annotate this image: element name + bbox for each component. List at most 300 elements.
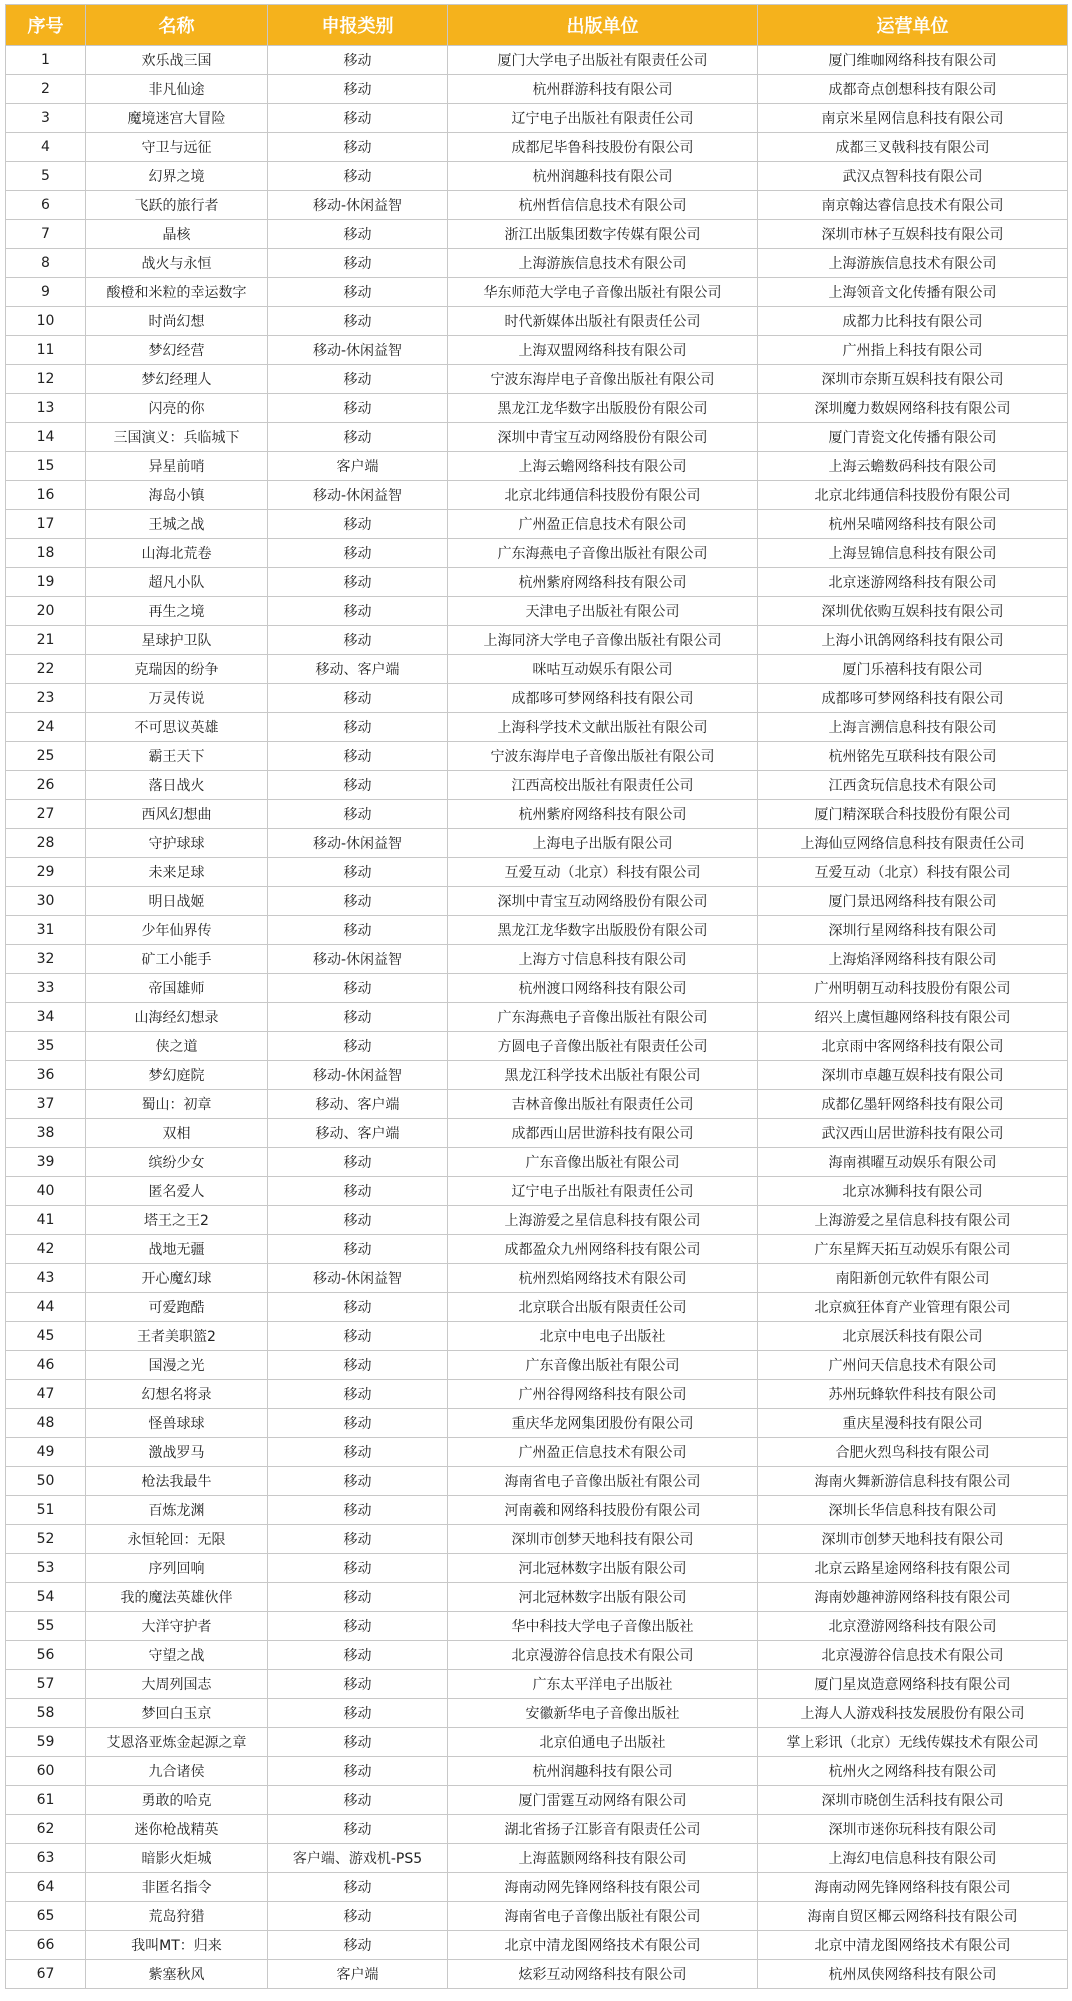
cell-operator: 广州问天信息技术有限公司: [758, 1351, 1068, 1380]
cell-index: 15: [6, 452, 86, 481]
cell-index: 50: [6, 1467, 86, 1496]
table-row: [6, 1873, 1068, 1902]
cell-category: 移动: [268, 1293, 448, 1322]
cell-publisher: 厦门大学电子出版社有限责任公司: [448, 46, 758, 75]
cell-publisher: 杭州紫府网络科技有限公司: [448, 800, 758, 829]
table-row: [6, 1960, 1068, 1989]
cell-index: 31: [6, 916, 86, 945]
cell-operator: 深圳长华信息科技有限公司: [758, 1496, 1068, 1525]
cell-publisher: 广州盈正信息技术有限公司: [448, 1438, 758, 1467]
table-row: [6, 800, 1068, 829]
header-category: 申报类别: [268, 5, 448, 46]
cell-name: 明日战姬: [86, 887, 268, 916]
cell-name: 国漫之光: [86, 1351, 268, 1380]
table-row: [6, 104, 1068, 133]
cell-name: 艾恩洛亚炼金起源之章: [86, 1728, 268, 1757]
table-row: [6, 1409, 1068, 1438]
cell-index: 33: [6, 974, 86, 1003]
cell-category: 移动: [268, 1177, 448, 1206]
cell-operator: 海南祺曜互动娱乐有限公司: [758, 1148, 1068, 1177]
cell-index: 48: [6, 1409, 86, 1438]
cell-operator: 海南动网先锋网络科技有限公司: [758, 1873, 1068, 1902]
cell-name: 幻界之境: [86, 162, 268, 191]
cell-operator: 北京云路星途网络科技有限公司: [758, 1554, 1068, 1583]
cell-publisher: 上海云蟾网络科技有限公司: [448, 452, 758, 481]
table-row: [6, 249, 1068, 278]
cell-operator: 上海游族信息技术有限公司: [758, 249, 1068, 278]
cell-operator: 北京漫游谷信息技术有限公司: [758, 1641, 1068, 1670]
cell-operator: 掌上彩讯（北京）无线传媒技术有限公司: [758, 1728, 1068, 1757]
cell-operator: 南阳新创元软件有限公司: [758, 1264, 1068, 1293]
cell-category: 移动: [268, 713, 448, 742]
cell-name: 蜀山：初章: [86, 1090, 268, 1119]
table-row: [6, 742, 1068, 771]
table-row: [6, 713, 1068, 742]
cell-publisher: 成都尼毕鲁科技股份有限公司: [448, 133, 758, 162]
cell-operator: 上海游爱之星信息科技有限公司: [758, 1206, 1068, 1235]
cell-publisher: 河北冠林数字出版有限公司: [448, 1583, 758, 1612]
cell-publisher: 深圳市创梦天地科技有限公司: [448, 1525, 758, 1554]
cell-category: 移动: [268, 539, 448, 568]
cell-category: 移动: [268, 75, 448, 104]
cell-publisher: 杭州渡口网络科技有限公司: [448, 974, 758, 1003]
cell-index: 37: [6, 1090, 86, 1119]
table-row: [6, 655, 1068, 684]
cell-operator: 杭州火之网络科技有限公司: [758, 1757, 1068, 1786]
table-row: [6, 887, 1068, 916]
cell-index: 52: [6, 1525, 86, 1554]
cell-name: 异星前哨: [86, 452, 268, 481]
cell-index: 66: [6, 1931, 86, 1960]
cell-operator: 成都哆可梦网络科技有限公司: [758, 684, 1068, 713]
cell-publisher: 吉林音像出版社有限责任公司: [448, 1090, 758, 1119]
cell-publisher: 辽宁电子出版社有限责任公司: [448, 1177, 758, 1206]
cell-publisher: 海南省电子音像出版社有限公司: [448, 1467, 758, 1496]
cell-index: 14: [6, 423, 86, 452]
cell-operator: 广州明朝互动科技股份有限公司: [758, 974, 1068, 1003]
cell-publisher: 辽宁电子出版社有限责任公司: [448, 104, 758, 133]
cell-index: 22: [6, 655, 86, 684]
cell-name: 梦幻经营: [86, 336, 268, 365]
cell-name: 荒岛狩猎: [86, 1902, 268, 1931]
cell-category: 移动: [268, 1003, 448, 1032]
cell-operator: 深圳市林子互娱科技有限公司: [758, 220, 1068, 249]
cell-category: 移动: [268, 510, 448, 539]
cell-category: 移动-休闲益智: [268, 481, 448, 510]
cell-index: 38: [6, 1119, 86, 1148]
cell-operator: 上海幻电信息科技有限公司: [758, 1844, 1068, 1873]
cell-operator: 海南火舞新游信息科技有限公司: [758, 1467, 1068, 1496]
cell-publisher: 重庆华龙网集团股份有限公司: [448, 1409, 758, 1438]
cell-index: 19: [6, 568, 86, 597]
cell-operator: 上海仙豆网络信息科技有限责任公司: [758, 829, 1068, 858]
table-row: [6, 510, 1068, 539]
cell-category: 移动: [268, 568, 448, 597]
cell-publisher: 上海同济大学电子音像出版社有限公司: [448, 626, 758, 655]
table-row: [6, 1699, 1068, 1728]
cell-index: 51: [6, 1496, 86, 1525]
table-row: [6, 858, 1068, 887]
cell-publisher: 成都盈众九州网络科技有限公司: [448, 1235, 758, 1264]
cell-index: 16: [6, 481, 86, 510]
cell-name: 侠之道: [86, 1032, 268, 1061]
table-row: [6, 336, 1068, 365]
cell-category: 移动: [268, 1467, 448, 1496]
cell-category: 移动: [268, 1351, 448, 1380]
cell-category: 移动: [268, 1409, 448, 1438]
cell-operator: 北京展沃科技有限公司: [758, 1322, 1068, 1351]
cell-name: 酸橙和米粒的幸运数字: [86, 278, 268, 307]
cell-publisher: 杭州哲信信息技术有限公司: [448, 191, 758, 220]
cell-category: 移动-休闲益智: [268, 1061, 448, 1090]
cell-operator: 厦门青瓷文化传播有限公司: [758, 423, 1068, 452]
table-row: [6, 1032, 1068, 1061]
cell-category: 移动: [268, 1641, 448, 1670]
cell-name: 勇敢的哈克: [86, 1786, 268, 1815]
cell-category: 移动: [268, 46, 448, 75]
cell-name: 王城之战: [86, 510, 268, 539]
table-row: [6, 684, 1068, 713]
table-row: [6, 1264, 1068, 1293]
table-row: [6, 1177, 1068, 1206]
table-row: [6, 162, 1068, 191]
cell-category: 移动: [268, 1496, 448, 1525]
cell-name: 守卫与远征: [86, 133, 268, 162]
cell-name: 三国演义：兵临城下: [86, 423, 268, 452]
table-row: [6, 423, 1068, 452]
cell-publisher: 杭州群游科技有限公司: [448, 75, 758, 104]
cell-operator: 上海焰泽网络科技有限公司: [758, 945, 1068, 974]
table-row: [6, 365, 1068, 394]
cell-category: 移动、客户端: [268, 1090, 448, 1119]
cell-category: 移动: [268, 1699, 448, 1728]
cell-category: 客户端: [268, 1960, 448, 1989]
cell-index: 18: [6, 539, 86, 568]
cell-name: 时尚幻想: [86, 307, 268, 336]
cell-name: 大洋守护者: [86, 1612, 268, 1641]
cell-category: 移动: [268, 1757, 448, 1786]
cell-index: 60: [6, 1757, 86, 1786]
cell-operator: 南京米星网信息科技有限公司: [758, 104, 1068, 133]
cell-index: 53: [6, 1554, 86, 1583]
cell-index: 61: [6, 1786, 86, 1815]
cell-operator: 北京疯狂体育产业管理有限公司: [758, 1293, 1068, 1322]
cell-publisher: 北京伯通电子出版社: [448, 1728, 758, 1757]
table-row: [6, 1786, 1068, 1815]
cell-index: 35: [6, 1032, 86, 1061]
cell-operator: 北京迷游网络科技有限公司: [758, 568, 1068, 597]
cell-publisher: 北京中清龙图网络技术有限公司: [448, 1931, 758, 1960]
cell-operator: 深圳魔力数娱网络科技有限公司: [758, 394, 1068, 423]
cell-index: 36: [6, 1061, 86, 1090]
table-row: [6, 1612, 1068, 1641]
table-row: [6, 974, 1068, 1003]
cell-publisher: 咪咕互动娱乐有限公司: [448, 655, 758, 684]
table-row: [6, 1235, 1068, 1264]
cell-category: 移动: [268, 1148, 448, 1177]
cell-category: 移动: [268, 104, 448, 133]
header-name: 名称: [86, 5, 268, 46]
table-row: [6, 771, 1068, 800]
cell-category: 移动-休闲益智: [268, 336, 448, 365]
cell-operator: 厦门星岚造意网络科技有限公司: [758, 1670, 1068, 1699]
table-row: [6, 916, 1068, 945]
cell-index: 45: [6, 1322, 86, 1351]
table-row: [6, 133, 1068, 162]
table-row: [6, 1496, 1068, 1525]
table-row: [6, 539, 1068, 568]
table-row: [6, 1293, 1068, 1322]
cell-category: 客户端、游戏机-PS5: [268, 1844, 448, 1873]
cell-category: 移动: [268, 858, 448, 887]
cell-operator: 上海昱锦信息科技有限公司: [758, 539, 1068, 568]
cell-name: 战地无疆: [86, 1235, 268, 1264]
table-row: [6, 1148, 1068, 1177]
cell-category: 移动: [268, 1322, 448, 1351]
cell-operator: 杭州凤侠网络科技有限公司: [758, 1960, 1068, 1989]
cell-name: 矿工小能手: [86, 945, 268, 974]
table-row: [6, 307, 1068, 336]
cell-name: 霸王天下: [86, 742, 268, 771]
cell-name: 守护球球: [86, 829, 268, 858]
cell-publisher: 北京中电电子出版社: [448, 1322, 758, 1351]
cell-category: 移动: [268, 887, 448, 916]
cell-operator: 合肥火烈鸟科技有限公司: [758, 1438, 1068, 1467]
cell-index: 27: [6, 800, 86, 829]
cell-publisher: 广东音像出版社有限公司: [448, 1148, 758, 1177]
cell-index: 57: [6, 1670, 86, 1699]
cell-name: 海岛小镇: [86, 481, 268, 510]
cell-index: 32: [6, 945, 86, 974]
table-row: [6, 1670, 1068, 1699]
cell-index: 65: [6, 1902, 86, 1931]
cell-operator: 上海言溯信息科技有限公司: [758, 713, 1068, 742]
cell-index: 21: [6, 626, 86, 655]
cell-category: 移动: [268, 626, 448, 655]
cell-operator: 成都力比科技有限公司: [758, 307, 1068, 336]
cell-operator: 北京北纬通信科技股份有限公司: [758, 481, 1068, 510]
cell-index: 5: [6, 162, 86, 191]
cell-publisher: 上海方寸信息科技有限公司: [448, 945, 758, 974]
cell-name: 王者美职篮2: [86, 1322, 268, 1351]
cell-name: 缤纷少女: [86, 1148, 268, 1177]
cell-index: 28: [6, 829, 86, 858]
table-body: [6, 46, 1068, 1989]
table-row: [6, 1090, 1068, 1119]
cell-publisher: 上海电子出版有限公司: [448, 829, 758, 858]
table-row: [6, 481, 1068, 510]
cell-operator: 深圳市卓趣互娱科技有限公司: [758, 1061, 1068, 1090]
cell-publisher: 深圳中青宝互动网络股份有限公司: [448, 887, 758, 916]
cell-category: 移动: [268, 1235, 448, 1264]
cell-category: 移动: [268, 771, 448, 800]
cell-publisher: 广州谷得网络科技有限公司: [448, 1380, 758, 1409]
cell-publisher: 上海科学技术文献出版社有限公司: [448, 713, 758, 742]
cell-operator: 上海小讯鸽网络科技有限公司: [758, 626, 1068, 655]
cell-category: 移动: [268, 1670, 448, 1699]
cell-name: 西风幻想曲: [86, 800, 268, 829]
cell-category: 移动: [268, 974, 448, 1003]
cell-name: 九合诸侯: [86, 1757, 268, 1786]
cell-operator: 深圳行星网络科技有限公司: [758, 916, 1068, 945]
cell-index: 11: [6, 336, 86, 365]
cell-publisher: 互爱互动（北京）科技有限公司: [448, 858, 758, 887]
cell-operator: 海南自贸区椰云网络科技有限公司: [758, 1902, 1068, 1931]
cell-name: 克瑞因的纷争: [86, 655, 268, 684]
table-row: [6, 1467, 1068, 1496]
cell-name: 帝国雄师: [86, 974, 268, 1003]
cell-publisher: 广东海燕电子音像出版社有限公司: [448, 539, 758, 568]
cell-name: 落日战火: [86, 771, 268, 800]
cell-operator: 成都三叉戟科技有限公司: [758, 133, 1068, 162]
cell-publisher: 浙江出版集团数字传媒有限公司: [448, 220, 758, 249]
cell-category: 移动: [268, 162, 448, 191]
cell-operator: 苏州玩蜂软件科技有限公司: [758, 1380, 1068, 1409]
cell-category: 移动、客户端: [268, 655, 448, 684]
cell-name: 枪法我最牛: [86, 1467, 268, 1496]
cell-publisher: 广东太平洋电子出版社: [448, 1670, 758, 1699]
table-row: [6, 452, 1068, 481]
cell-name: 双相: [86, 1119, 268, 1148]
cell-publisher: 宁波东海岸电子音像出版社有限公司: [448, 365, 758, 394]
cell-category: 移动-休闲益智: [268, 1264, 448, 1293]
cell-name: 塔王之王2: [86, 1206, 268, 1235]
cell-index: 7: [6, 220, 86, 249]
cell-index: 55: [6, 1612, 86, 1641]
cell-category: 移动、客户端: [268, 1119, 448, 1148]
cell-publisher: 河南羲和网络科技股份有限公司: [448, 1496, 758, 1525]
cell-name: 我的魔法英雄伙伴: [86, 1583, 268, 1612]
cell-index: 20: [6, 597, 86, 626]
cell-category: 移动: [268, 1525, 448, 1554]
cell-operator: 成都奇点创想科技有限公司: [758, 75, 1068, 104]
cell-name: 未来足球: [86, 858, 268, 887]
header-operator: 运营单位: [758, 5, 1068, 46]
cell-operator: 厦门乐禧科技有限公司: [758, 655, 1068, 684]
cell-category: 移动: [268, 1583, 448, 1612]
cell-operator: 北京澄游网络科技有限公司: [758, 1612, 1068, 1641]
cell-name: 百炼龙渊: [86, 1496, 268, 1525]
cell-name: 飞跃的旅行者: [86, 191, 268, 220]
cell-index: 25: [6, 742, 86, 771]
cell-index: 47: [6, 1380, 86, 1409]
cell-category: 移动: [268, 423, 448, 452]
cell-name: 战火与永恒: [86, 249, 268, 278]
cell-name: 梦幻经理人: [86, 365, 268, 394]
cell-publisher: 方圆电子音像出版社有限责任公司: [448, 1032, 758, 1061]
table-row: [6, 1380, 1068, 1409]
cell-publisher: 杭州紫府网络科技有限公司: [448, 568, 758, 597]
cell-publisher: 江西高校出版社有限责任公司: [448, 771, 758, 800]
cell-publisher: 炫彩互动网络科技有限公司: [448, 1960, 758, 1989]
table-row: [6, 1206, 1068, 1235]
cell-category: 移动: [268, 1380, 448, 1409]
cell-category: 移动: [268, 394, 448, 423]
cell-name: 非凡仙途: [86, 75, 268, 104]
table-row: [6, 220, 1068, 249]
cell-publisher: 时代新媒体出版社有限责任公司: [448, 307, 758, 336]
cell-publisher: 深圳中青宝互动网络股份有限公司: [448, 423, 758, 452]
cell-operator: 北京中清龙图网络技术有限公司: [758, 1931, 1068, 1960]
cell-index: 6: [6, 191, 86, 220]
table-row: [6, 1003, 1068, 1032]
table-row: [6, 394, 1068, 423]
cell-publisher: 上海蓝颢网络科技有限公司: [448, 1844, 758, 1873]
cell-index: 8: [6, 249, 86, 278]
cell-index: 12: [6, 365, 86, 394]
cell-category: 移动: [268, 1873, 448, 1902]
cell-index: 29: [6, 858, 86, 887]
cell-index: 54: [6, 1583, 86, 1612]
table-row: [6, 46, 1068, 75]
table-row: [6, 1844, 1068, 1873]
cell-category: 移动: [268, 1206, 448, 1235]
cell-operator: 武汉点智科技有限公司: [758, 162, 1068, 191]
cell-category: 移动: [268, 1612, 448, 1641]
cell-name: 可爱跑酷: [86, 1293, 268, 1322]
cell-index: 1: [6, 46, 86, 75]
cell-index: 13: [6, 394, 86, 423]
cell-publisher: 黑龙江龙华数字出版股份有限公司: [448, 916, 758, 945]
table-row: [6, 1322, 1068, 1351]
table-row: [6, 1815, 1068, 1844]
cell-operator: 北京雨中客网络科技有限公司: [758, 1032, 1068, 1061]
cell-name: 梦幻庭院: [86, 1061, 268, 1090]
table-row: [6, 1351, 1068, 1380]
header-row: [6, 5, 1068, 46]
cell-publisher: 广东海燕电子音像出版社有限公司: [448, 1003, 758, 1032]
cell-publisher: 上海游族信息技术有限公司: [448, 249, 758, 278]
cell-category: 移动: [268, 307, 448, 336]
table-row: [6, 1438, 1068, 1467]
cell-operator: 厦门精深联合科技股份有限公司: [758, 800, 1068, 829]
cell-category: 移动: [268, 916, 448, 945]
cell-category: 移动: [268, 742, 448, 771]
cell-publisher: 广州盈正信息技术有限公司: [448, 510, 758, 539]
cell-operator: 上海云蟾数码科技有限公司: [758, 452, 1068, 481]
cell-operator: 上海人人游戏科技发展股份有限公司: [758, 1699, 1068, 1728]
cell-operator: 深圳市奈斯互娱科技有限公司: [758, 365, 1068, 394]
cell-category: 移动: [268, 1902, 448, 1931]
cell-publisher: 黑龙江科学技术出版社有限公司: [448, 1061, 758, 1090]
table-row: [6, 829, 1068, 858]
cell-publisher: 北京漫游谷信息技术有限公司: [448, 1641, 758, 1670]
cell-publisher: 成都哆可梦网络科技有限公司: [448, 684, 758, 713]
cell-index: 30: [6, 887, 86, 916]
cell-operator: 南京翰达睿信息技术有限公司: [758, 191, 1068, 220]
cell-publisher: 杭州润趣科技有限公司: [448, 162, 758, 191]
cell-operator: 深圳优依购互娱科技有限公司: [758, 597, 1068, 626]
table-row: [6, 1554, 1068, 1583]
cell-index: 59: [6, 1728, 86, 1757]
cell-operator: 厦门景迅网络科技有限公司: [758, 887, 1068, 916]
cell-category: 移动: [268, 1786, 448, 1815]
cell-operator: 重庆星漫科技有限公司: [758, 1409, 1068, 1438]
cell-category: 移动: [268, 278, 448, 307]
table-row: [6, 191, 1068, 220]
cell-name: 序列回响: [86, 1554, 268, 1583]
cell-index: 17: [6, 510, 86, 539]
cell-index: 39: [6, 1148, 86, 1177]
cell-index: 9: [6, 278, 86, 307]
cell-index: 63: [6, 1844, 86, 1873]
cell-index: 56: [6, 1641, 86, 1670]
cell-name: 大周列国志: [86, 1670, 268, 1699]
cell-category: 移动: [268, 133, 448, 162]
cell-operator: 深圳市晓创生活科技有限公司: [758, 1786, 1068, 1815]
cell-index: 43: [6, 1264, 86, 1293]
table-row: [6, 568, 1068, 597]
